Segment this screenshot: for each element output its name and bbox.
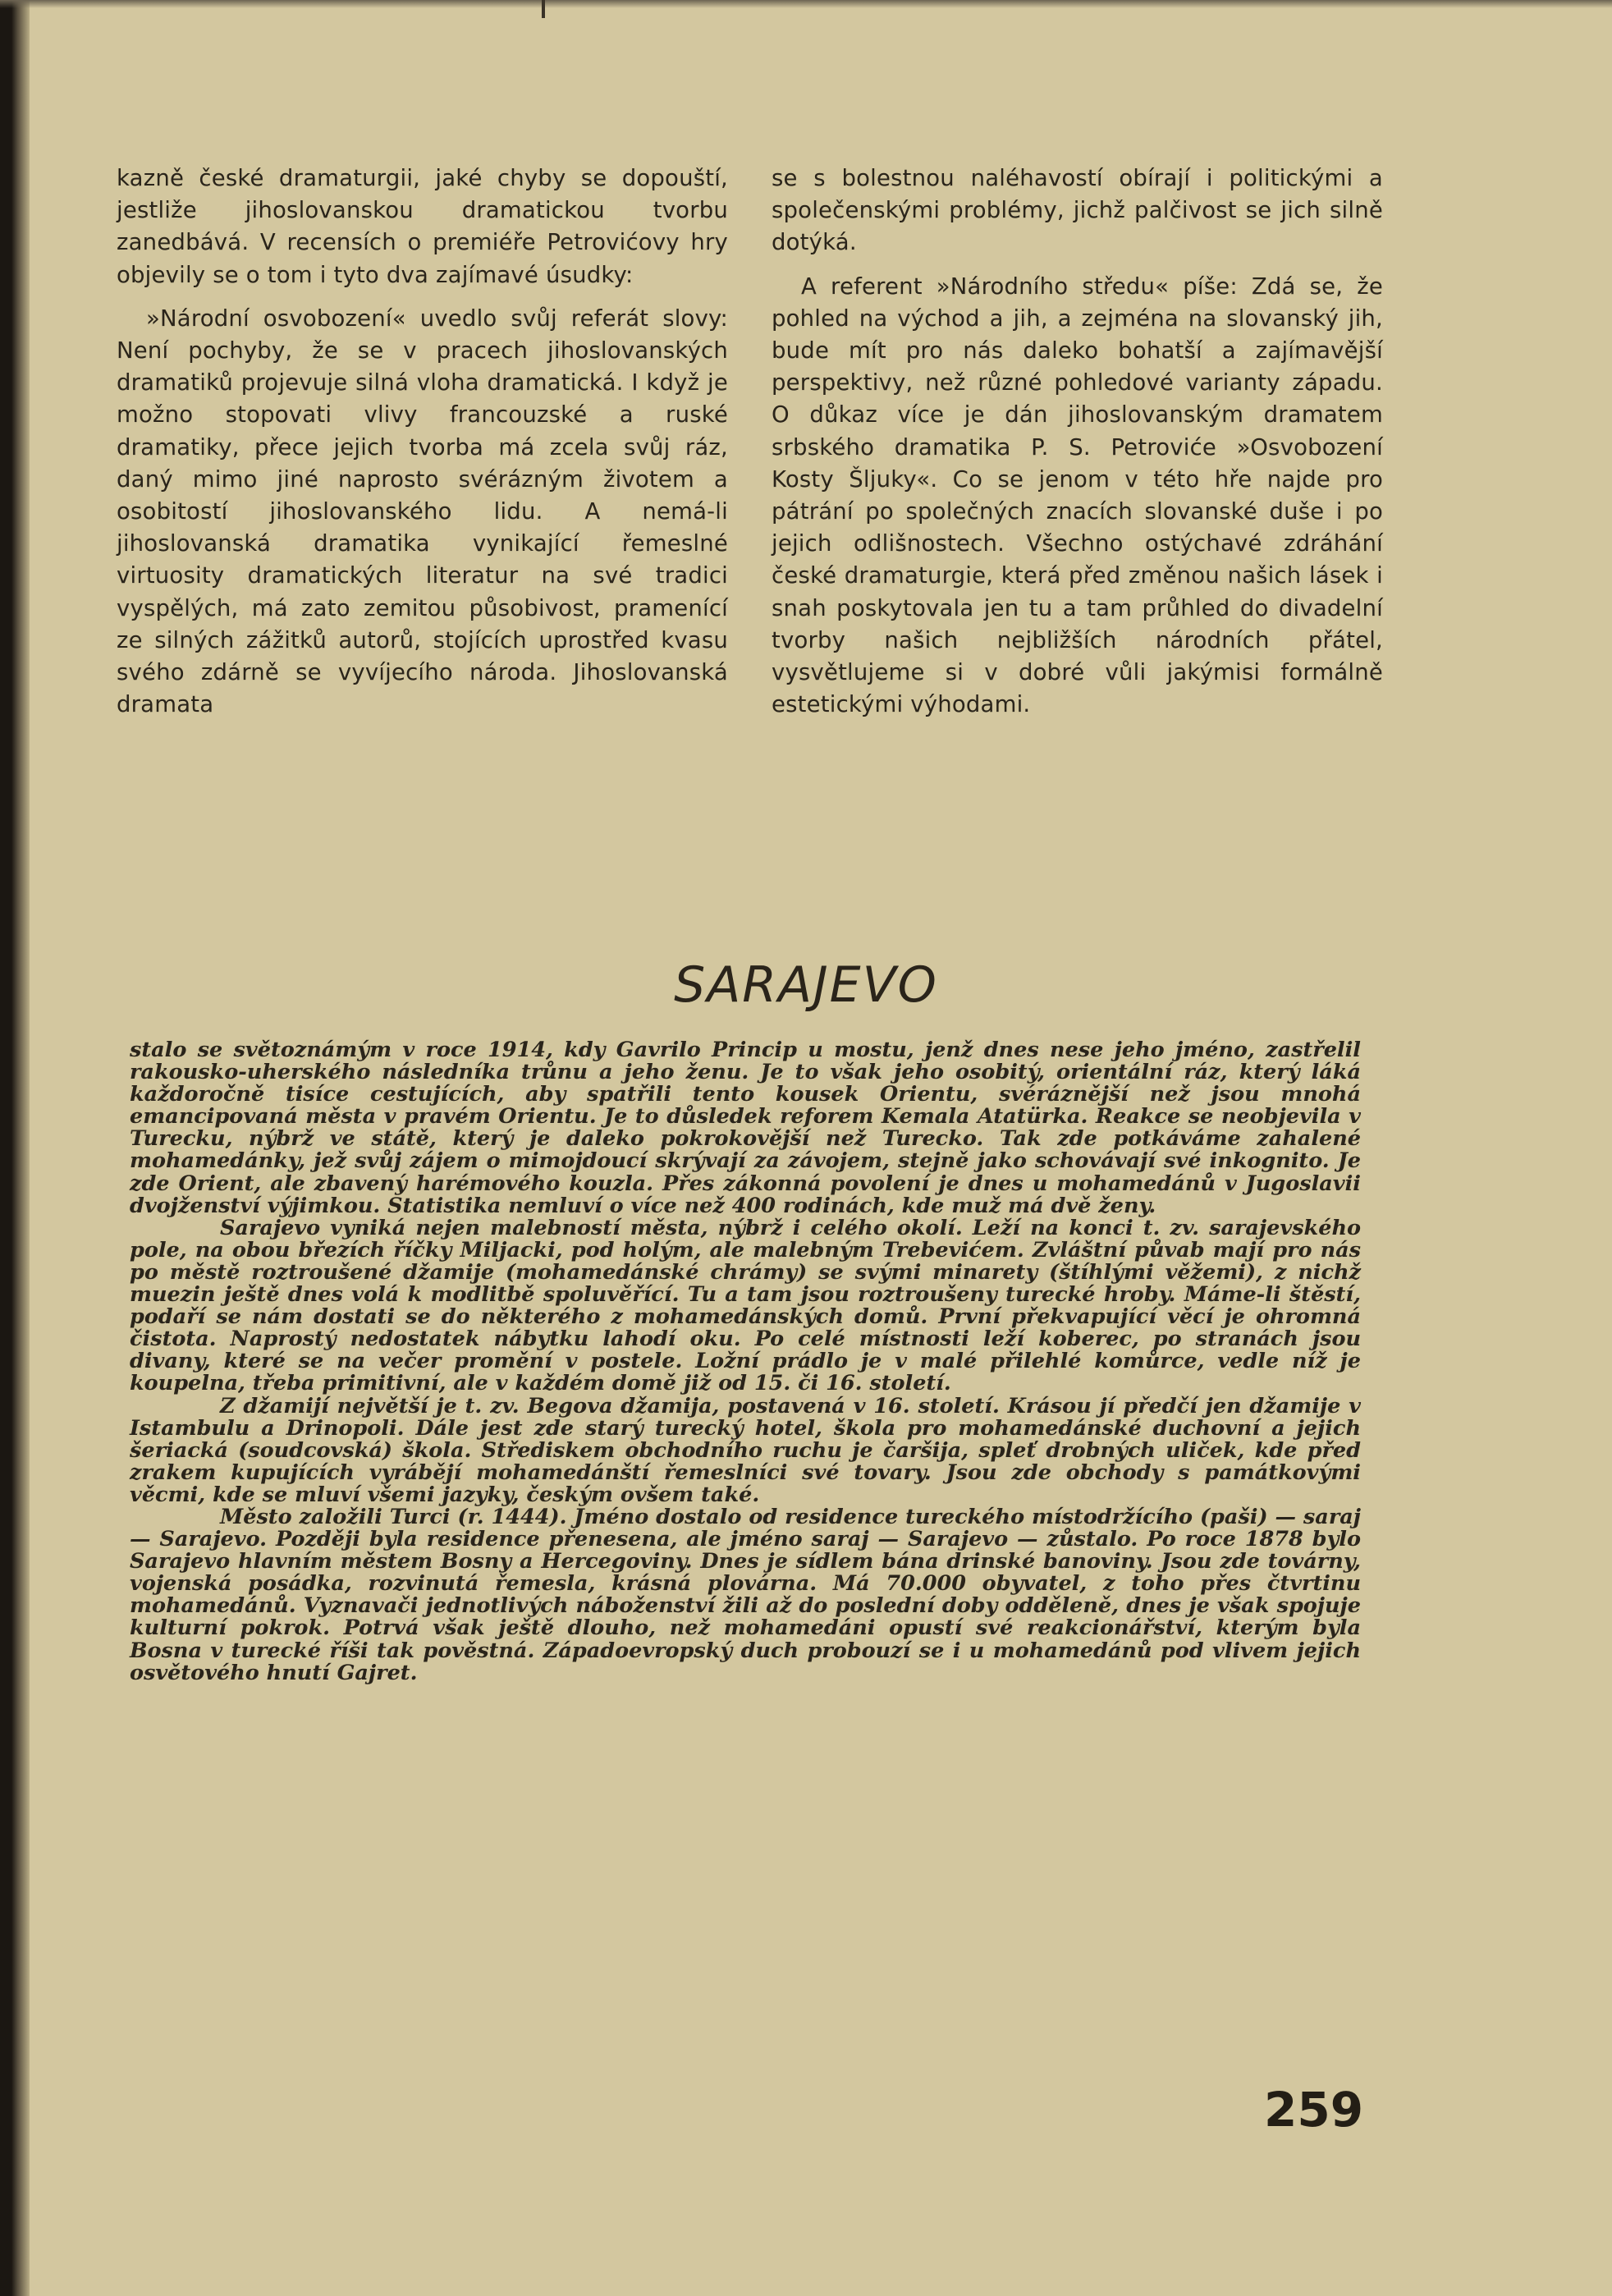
article-title: SARAJEVO [674,956,938,1014]
article-paragraph: Sarajevo vyniká nejen malebností města, nýbrž i celého okolí. Leží na konci t. zv. sarajevského pole, na obou březích říčky Miljacki, pod holým, ale malebným Trebevićem. Zvláštní půvab mají pro nás po městě roztroušené džamije (mohamedánské chrámy) se svými minarety (štíhlými věžemi), z nichž muezin ještě dnes volá k modlitbě spoluvěřící. Tu a tam jsou roztroušeny turecké hroby. Máme-li štěstí, podaří se nám dostati se do některého z mohamedánských domů. První překvapující věcí je ohromná čistota. Naprostý nedostatek nábytku lahodí oku. Po celé místnosti leží koberec, po stranách jsou divany, které se na večer promění v postele. Ložní prádlo je v malé přilehlé komůrce, vedle níž je koupelna, třeba primitivní, ale v každém domě již od 15. či 16. století. [130,1215,1361,1396]
left-column [117,163,728,721]
book-spine-shadow [0,0,30,2296]
binding-mark [542,0,545,18]
left-paragraph: kazně české dramaturgii, jaké chyby se dopouští, jestliže jihoslovanskou dramatickou tvorbu zanedbává. V recensích o premiéře Petrovićovy hry objevily se o tom i tyto dva zajímavé úsudky: [117,165,728,288]
right-paragraph: se s bolestnou naléhavostí obírají i politickými a společenskými problémy, jichž palčivost se jich silně dotýká. [772,165,1383,256]
article-paragraph: Z džamijí největší je t. zv. Begova džamija, postavená v 16. století. Krásou jí předčí jen džamije v Istambulu a Drinopoli. Dále jest zde starý turecký hotel, škola pro mohamedánské duchovní a jejich šeriacká (soudcovská) škola. Střediskem obchodního ruchu je čaršija, spleť drobných uliček, kde před zrakem kupujících vyrábějí mohamedánští řemeslníci své tovary. Jsou zde obchody s památkovými věcmi, kde se mluví všemi jazyky, českým ovšem také. [130,1393,1361,1507]
left-paragraph: »Národní osvobození« uvedlo svůj referát slovy: Není pochyby, že se v pracech jihoslovanských dramatiků projevuje silná vloha dramatická. I když je možno stopovati vlivy francouzské a ruské dramatiky, přece jejich tvorba má zcela svůj ráz, daný mimo jiné naprosto svérázným životem a osobitostí jihoslovanského lidu. A nemá-li jihoslovanská dramatika vynikající řemeslné virtuosity dramatických literatur na své tradici vyspělých, má zato zemitou působivost, pramenící ze silných zážitků autorů, stojících uprostřed kvasu svého zdárně se vyvíjecího národa. Jihoslovanská dramata [117,305,728,718]
right-paragraph: A referent »Národního středu« píše: Zdá se, že pohled na východ a jih, a zejména na slovanský jih, bude mít pro nás daleko bohatší a zajímavější perspektivy, než různé pohledové varianty západu. O důkaz více je dán jihoslovanským dramatem srbského dramatika P. S. Petroviće »Osvobození Kosty Šljuky«. Co se jenom v této hře najde pro pátrání po společných znacích slovanské duše i po jejich odlišnostech. Všechno ostýchavé zdráhání české dramaturgie, která před změnou našich lásek i snah poskytovala jen tu a tam průhled do divadelní tvorby našich nejbližších národních přátel, vysvětlujeme si v dobré vůli jakýmisi formálně estetickými výhodami. [772,273,1383,718]
page-top-shadow [0,0,1612,8]
article-paragraph: Město založili Turci (r. 1444). Jméno dostalo od residence tureckého místodržícího (paši) — saraj — Sarajevo. Později byla residence přenesena, ale jméno saraj — Sarajevo — zůstalo. Po roce 1878 bylo Sarajevo hlavním městem Bosny a Hercegoviny. Dnes je sídlem bána drinské banoviny. Jsou zde továrny, vojenská posádka, rozvinutá řemesla, krásná plovárna. Má 70.000 obyvatel, z toho přes čtvrtinu mohamedánů. Vyznavači jednotlivých náboženství žili až do poslední doby odděleně, dnes je však spojuje kulturní pokrok. Potrvá však ještě dlouho, než mohamedáni opustí své reakcionářství, kterým byla Bosna v turecké říši tak pověstná. Západoevropský duch probouzí se i u mohamedánů pod vlivem jejich osvětového hnutí Gajret. [130,1504,1361,1685]
page-number: 259 [1264,2082,1364,2138]
right-column [772,163,1383,721]
article-body [130,1039,1361,1684]
article-paragraph: stalo se světoznámým v roce 1914, kdy Gavrilo Princip u mostu, jenž dnes nese jeho jméno, zastřelil rakousko-uherského následníka trůnu a jeho ženu. Je to však jeho osobitý, orientální ráz, který láká každoročně tisíce cestujících, aby spatřili tento kousek Orientu, svéráznější než jsou mnohá emancipovaná města v pravém Orientu. Je to důsledek reforem Kemala Atatürka. Reakce se neobjevila v Turecku, nýbrž ve státě, který je daleko pokrokovější než Turecko. Tak zde potkáváme zahalené mohamedánky, jež svůj zájem o mimojdoucí skrývají za závojem, stejně jako schovávají své inkognito. Je zde Orient, ale zbavený harémového kouzla. Přes zákonná povolení je dnes u mohamedánů v Jugoslavii dvojženství výjimkou. Statistika nemluví o více než 400 rodinách, kde muž má dvě ženy. [130,1038,1361,1218]
